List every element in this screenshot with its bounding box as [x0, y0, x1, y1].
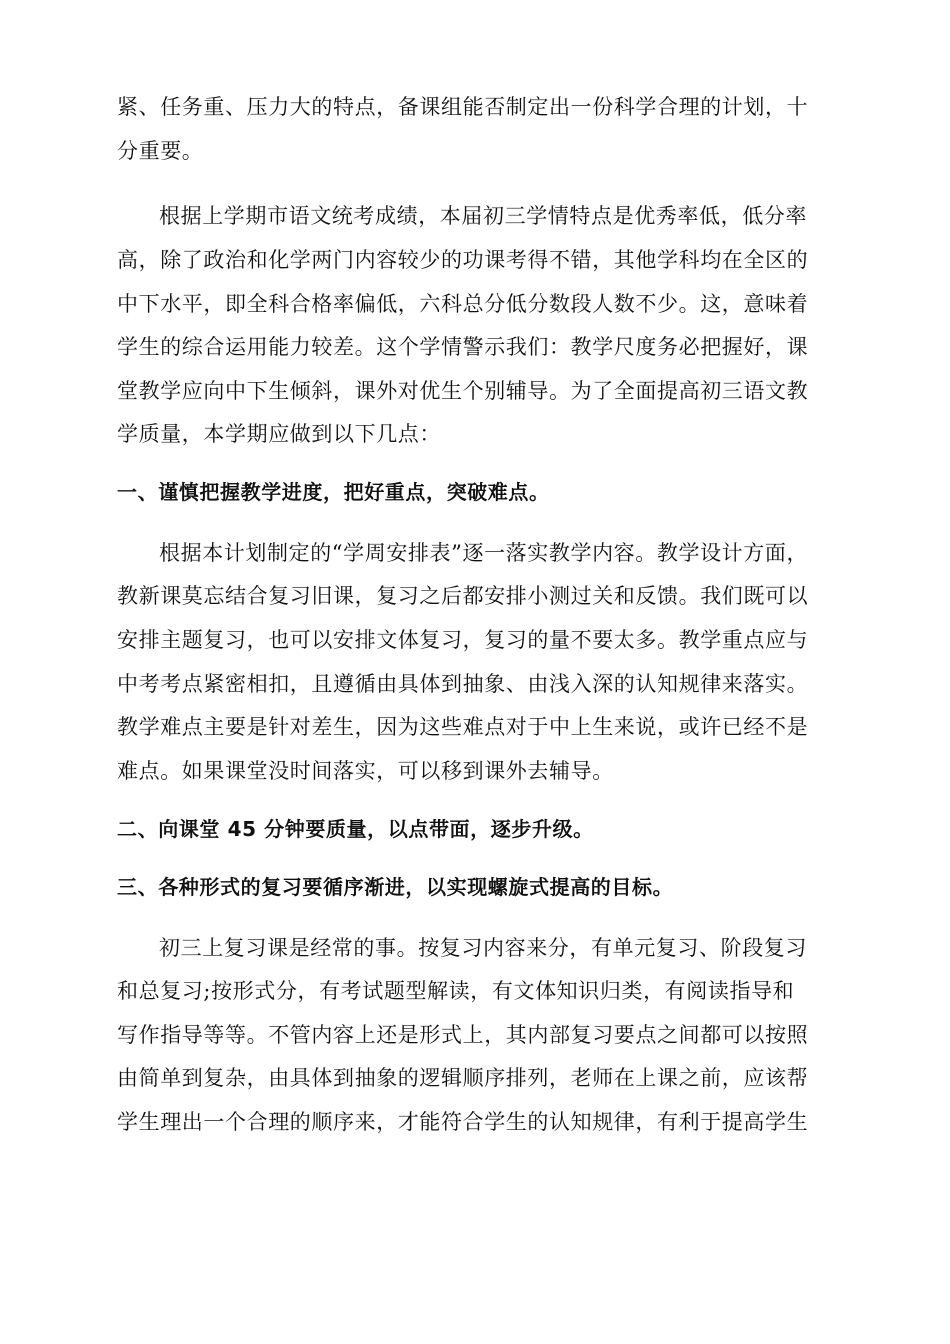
paragraph-line: 难点。如果课堂没时间落实，可以移到课外去辅导。: [117, 759, 614, 783]
paragraph-line: 分重要。: [117, 139, 204, 163]
paragraph-line: 中考考点紧密相扣，且遵循由具体到抽象、由浅入深的认知规律来落实。: [117, 672, 809, 696]
paragraph-line: 紧、任务重、压力大的特点，备课组能否制定出一份科学合理的计划，十: [117, 95, 809, 119]
paragraph-line: 教学难点主要是针对差生，因为这些难点对于中上生来说，或许已经不是: [117, 715, 809, 739]
paragraph-line: 学生理出一个合理的顺序来，才能符合学生的认知规律，有利于提高学生: [117, 1110, 809, 1134]
section-heading-3: 三、各种形式的复习要循序渐进，以实现螺旋式提高的目标。: [117, 875, 674, 899]
paragraph-line: 由简单到复杂，由具体到抽象的逻辑顺序排列，老师在上课之前，应该帮: [117, 1066, 809, 1090]
paragraph-line: 高，除了政治和化学两门内容较少的功课考得不错，其他学科均在全区的: [117, 248, 809, 272]
section-heading-1: 一、谨慎把握教学进度，把好重点，突破难点。: [117, 480, 550, 504]
paragraph-line: 教新课莫忘结合复习旧课，复习之后都安排小测过关和反馈。我们既可以: [117, 584, 809, 608]
paragraph-line: 根据上学期市语文统考成绩，本届初三学情特点是优秀率低，低分率: [159, 204, 807, 228]
paragraph-line: 和总复习;按形式分，有考试题型解读，有文体知识归类，有阅读指导和: [117, 979, 795, 1003]
paragraph-line: 安排主题复习，也可以安排文体复习，复习的量不要太多。教学重点应与: [117, 628, 809, 652]
section-heading-2: 二、向课堂 45 分钟要质量，以点带面，逐步升级。: [117, 817, 594, 841]
paragraph-line: 学生的综合运用能力较差。这个学情警示我们：教学尺度务必把握好，课: [117, 335, 809, 359]
paragraph-line: 初三上复习课是经常的事。按复习内容来分，有单元复习、阶段复习: [159, 936, 807, 960]
paragraph-line: 堂教学应向中下生倾斜，课外对优生个别辅导。为了全面提高初三语文教: [117, 379, 809, 403]
paragraph-line: 根据本计划制定的“学周安排表”逐一落实教学内容。教学设计方面，: [159, 541, 809, 565]
paragraph-line: 学质量，本学期应做到以下几点：: [117, 422, 441, 446]
paragraph-line: 中下水平，即全科合格率偏低，六科总分低分数段人数不少。这，意味着: [117, 292, 809, 316]
paragraph-line: 写作指导等等。不管内容上还是形式上，其内部复习要点之间都可以按照: [117, 1023, 809, 1047]
